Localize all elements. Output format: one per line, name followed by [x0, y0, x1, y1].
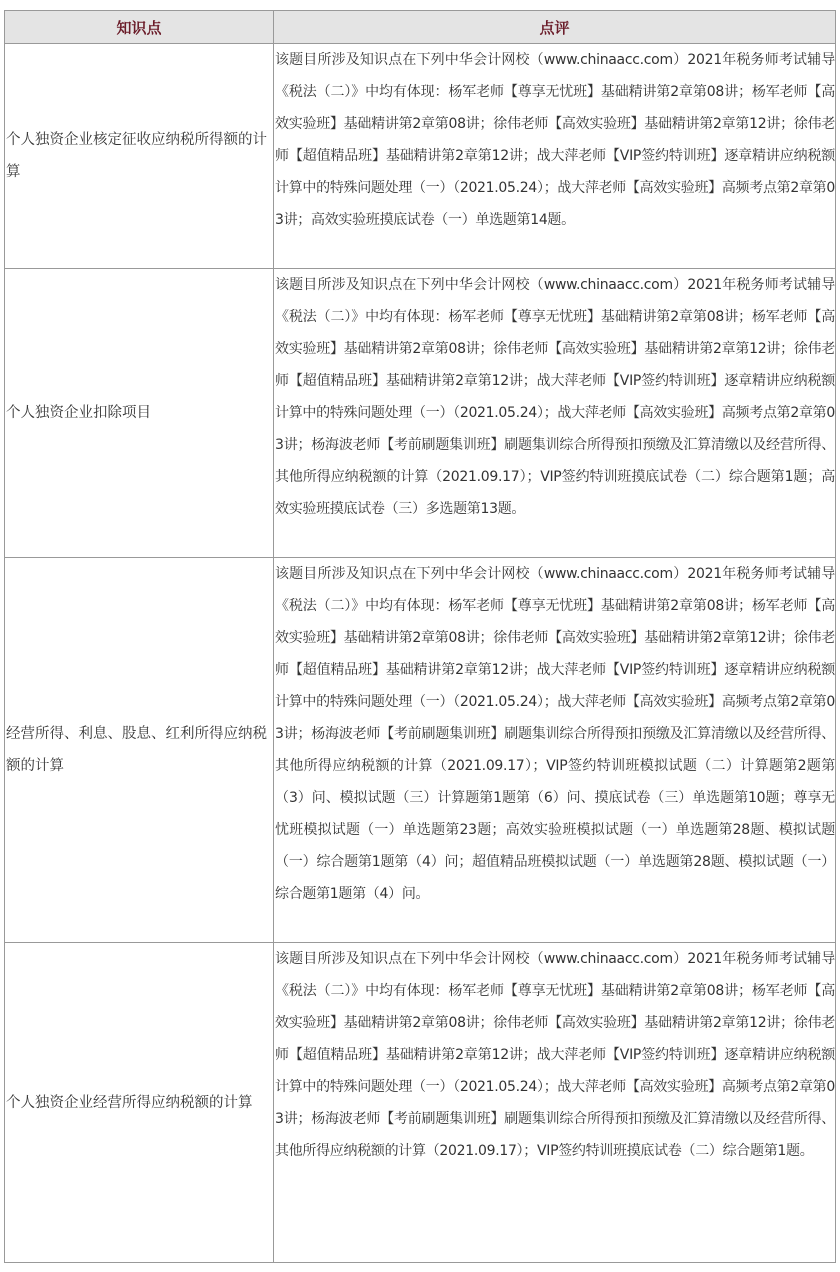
- table-row: [5, 44, 836, 269]
- knowledge-point-table: [4, 10, 836, 1263]
- comment-cell: 该题目所涉及知识点在下列中华会计网校（www.chinaacc.com）2021年税务师考试辅导《税法（二）》中均有体现：杨军老师【尊享无忧班】基础精讲第2章第08讲；杨军老师【高效实验班】基础精讲第2章第08讲；徐伟老师【高效实验班】基础精讲第2章第12讲；徐伟老师【超值精品班】基础精讲第2章第12讲；战大萍老师【VIP签约特训班】逐章精讲应纳税额计算中的特殊问题处理（一）（2021.05.24）；战大萍老师【高效实验班】高频考点第2章第03讲；杨海波老师【考前刷题集训班】刷题集训综合所得预扣预缴及汇算清缴以及经营所得、其他所得应纳税额的计算（2021.09.17）；VIP签约特训班摸底试卷（二）综合题第1题；高效实验班摸底试卷（三）多选题第13题。: [274, 269, 836, 558]
- header-row: [5, 11, 836, 44]
- table-row: [5, 943, 836, 1263]
- comment-cell: 该题目所涉及知识点在下列中华会计网校（www.chinaacc.com）2021年税务师考试辅导《税法（二）》中均有体现：杨军老师【尊享无忧班】基础精讲第2章第08讲；杨军老师【高效实验班】基础精讲第2章第08讲；徐伟老师【高效实验班】基础精讲第2章第12讲；徐伟老师【超值精品班】基础精讲第2章第12讲；战大萍老师【VIP签约特训班】逐章精讲应纳税额计算中的特殊问题处理（一）（2021.05.24）；战大萍老师【高效实验班】高频考点第2章第03讲；高效实验班摸底试卷（一）单选题第14题。: [274, 44, 836, 269]
- table-row: [5, 558, 836, 943]
- topic-cell: 个人独资企业扣除项目: [5, 269, 274, 558]
- topic-cell: 个人独资企业核定征收应纳税所得额的计算: [5, 44, 274, 269]
- comment-cell: 该题目所涉及知识点在下列中华会计网校（www.chinaacc.com）2021年税务师考试辅导《税法（二）》中均有体现：杨军老师【尊享无忧班】基础精讲第2章第08讲；杨军老师【高效实验班】基础精讲第2章第08讲；徐伟老师【高效实验班】基础精讲第2章第12讲；徐伟老师【超值精品班】基础精讲第2章第12讲；战大萍老师【VIP签约特训班】逐章精讲应纳税额计算中的特殊问题处理（一）（2021.05.24）；战大萍老师【高效实验班】高频考点第2章第03讲；杨海波老师【考前刷题集训班】刷题集训综合所得预扣预缴及汇算清缴以及经营所得、其他所得应纳税额的计算（2021.09.17）；VIP签约特训班摸底试卷（二）综合题第1题。: [274, 943, 836, 1263]
- topic-cell: 经营所得、利息、股息、红利所得应纳税额的计算: [5, 558, 274, 943]
- topic-cell: 个人独资企业经营所得应纳税额的计算: [5, 943, 274, 1263]
- table-row: [5, 269, 836, 558]
- comment-cell: 该题目所涉及知识点在下列中华会计网校（www.chinaacc.com）2021年税务师考试辅导《税法（二）》中均有体现：杨军老师【尊享无忧班】基础精讲第2章第08讲；杨军老师【高效实验班】基础精讲第2章第08讲；徐伟老师【高效实验班】基础精讲第2章第12讲；徐伟老师【超值精品班】基础精讲第2章第12讲；战大萍老师【VIP签约特训班】逐章精讲应纳税额计算中的特殊问题处理（一）（2021.05.24）；战大萍老师【高效实验班】高频考点第2章第03讲；杨海波老师【考前刷题集训班】刷题集训综合所得预扣预缴及汇算清缴以及经营所得、其他所得应纳税额的计算（2021.09.17）；VIP签约特训班模拟试题（二）计算题第2题第（3）问、模拟试题（三）计算题第1题第（6）问、摸底试卷（三）单选题第10题；尊享无忧班模拟试题（一）单选题第23题；高效实验班模拟试题（一）单选题第28题、模拟试题（一）综合题第1题第（4）问；超值精品班模拟试题（一）单选题第28题、模拟试题（一）综合题第1题第（4）问。: [274, 558, 836, 943]
- header-comment: 点评: [274, 11, 836, 44]
- header-topic: 知识点: [5, 11, 274, 44]
